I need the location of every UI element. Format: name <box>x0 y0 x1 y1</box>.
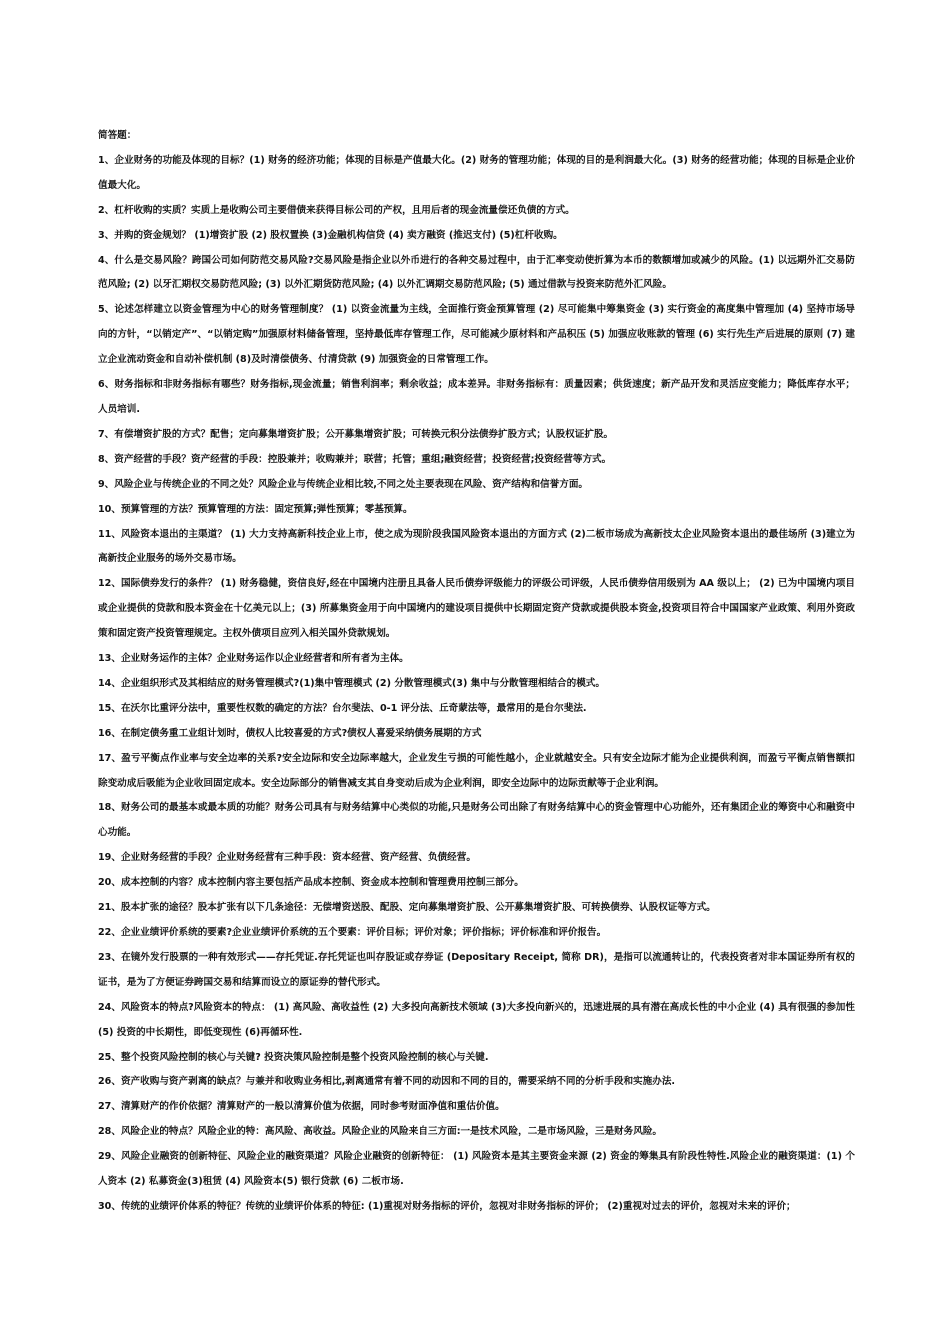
question-item: 8、资产经营的手段？资产经营的手段：控股兼并；收购兼并；联营；托管；重组;融资经营；投资经营;投资经营等方式。 <box>98 453 612 465</box>
question-item: 3、并购的资金规划？ (1)增资扩股 (2) 股权置换 (3)金融机构信贷 (4) 卖方融资 (推迟支付) (5)杠杆收购。 <box>98 229 563 241</box>
question-item: 29、风险企业融资的创新特征、风险企业的融资渠道？风险企业融资的创新特征： (1) 风险资本是其主要资金来源 (2) 资金的筹集具有阶段性特性.风险企业的融资渠道：(1) 个人资本 (2) 私募资金(3)租赁 (4) 风险资本(5) 银行贷款 (6) 二板市场. <box>98 1151 855 1188</box>
question-item: 16、在制定债务重工业组计划时，债权人比较喜爱的方式?债权人喜爱采纳债务展期的方式 <box>98 727 482 739</box>
question-item: 10、预算管理的方法？预算管理的方法：固定预算;弹性预算；零基预算。 <box>98 503 413 515</box>
question-item: 13、企业财务运作的主体？企业财务运作以企业经营者和所有者为主体。 <box>98 653 409 665</box>
question-list <box>98 149 855 1220</box>
question-item: 6、财务指标和非财务指标有哪些？财务指标,现金流量；销售利润率；剩余收益；成本差异。非财务指标有：质量因素；供货速度；新产品开发和灵活应变能力；降低库存水平；人员培训. <box>98 379 855 415</box>
question-item: 2、杠杆收购的实质？实质上是收购公司主要借债来获得目标公司的产权，且用后者的现金流量偿还负债的方式。 <box>98 204 575 216</box>
question-item: 23、在镜外发行股票的一种有效形式——存托凭证.存托凭证也叫存股证或存券证 (Depositary Receipt, 简称 DR)，是指可以流通转让的，代表投资者对非本国证券所有权的证书，是为了方便证券跨国交易和结算而设立的原证券的替代形式。 <box>98 951 855 988</box>
question-item: 18、财务公司的最基本或最本质的功能？财务公司具有与财务结算中心类似的功能,只是财务公司出除了有财务结算中心的资金管理中心功能外，还有集团企业的筹资中心和融资中心功能。 <box>98 802 855 839</box>
question-item: 24、风险资本的特点?风险资本的特点： (1) 高风险、高收益性 (2) 大多投向高新技术领域 (3)大多投向新兴的，迅速进展的具有潜在高成长性的中小企业 (4) 具有很强的参加性 (5) 投资的中长期性，即低变现性 (6)再循环性. <box>98 1001 855 1038</box>
question-item: 9、风险企业与传统企业的不同之处？风险企业与传统企业相比较,不同之处主要表现在风险、资产结构和信誉方面。 <box>98 478 589 490</box>
question-item: 12、国际债券发行的条件？ (1) 财务稳健，资信良好,经在中国境内注册且具备人民币债券评级能力的评级公司评级，人民币债券信用级别为 AA 级以上； (2) 已为中国境内项目或企业提供的贷款和股本资金在十亿美元以上；(3) 所募集资金用于向中国境内的建设项目提供中长期固定资产贷款或提供股本资金,投资项目符合中国国家产业政策、利用外资政策和固定资产投资管理规定。主权外债项目应列入相关国外贷款规划。 <box>98 578 855 640</box>
question-item: 28、风险企业的特点？风险企业的特：高风险、高收益。风险企业的风险来自三方面:一是技术风险，二是市场风险，三是财务风险。 <box>98 1126 663 1138</box>
question-item: 7、有偿增资扩股的方式？配售；定向募集增资扩股；公开募集增资扩股；可转换元积分法债券扩股方式；认股权证扩股。 <box>98 428 614 440</box>
question-item: 27、清算财产的作价依据？清算财产的一般以清算价值为依据，同时参考财面净值和重估价值。 <box>98 1101 505 1113</box>
question-item: 22、企业业绩评价系统的要素?企业业绩评价系统的五个要素：评价目标；评价对象；评价指标；评价标准和评价报告。 <box>98 927 607 938</box>
question-item: 11、风险资本退出的主渠道？ (1) 大力支持高新科技企业上市，使之成为现阶段我国风险资本退出的方面方式 (2)二板市场成为高新技太企业风险资本退出的最佳场所 (3)建立为高新技企业服务的场外交易市场。 <box>98 528 855 565</box>
section-heading: 简答题： <box>98 130 137 141</box>
question-item: 30、传统的业绩评价体系的特征？传统的业绩评价体系的特征: (1)重视对财务指标的评价，忽视对非财务指标的评价； (2)重视对过去的评价，忽视对未来的评价； <box>98 1200 796 1212</box>
question-item: 14、企业组织形式及其相结应的财务管理模式?(1)集中管理模式 (2) 分散管理模式(3) 集中与分散管理相结合的模式。 <box>98 677 605 689</box>
question-item: 19、企业财务经营的手段？企业财务经营有三种手段：资本经营、资产经营、负债经营。 <box>98 852 476 864</box>
question-item: 1、企业财务的功能及体现的目标？(1) 财务的经济功能；体现的目标是产值最大化。(2) 财务的管理功能；体现的目的是利润最大化。(3) 财务的经营功能；体现的目标是企业价值最大化。 <box>98 154 855 191</box>
question-item: 26、资产收购与资产剥离的缺点？与兼并和收购业务相比,剥离通常有着不同的动因和不同的目的，需要采纳不同的分析手段和实施办法. <box>98 1076 676 1088</box>
question-item: 15、在沃尔比重评分法中，重要性权数的确定的方法？台尔斐法、0-1 评分法、丘奇蒙法等，最常用的是台尔斐法. <box>98 702 587 714</box>
question-item: 4、什么是交易风险？跨国公司如何防范交易风险?交易风险是指企业以外币进行的各种交易过程中，由于汇率变动使折算为本币的数额增加或减少的风险。(1) 以远期外汇交易防范风险; (2) 以牙汇期权交易防范风险; (3) 以外汇期货防范风险; (4) 以外汇调期交易防范风险; (5) 通过借款与投资来防范外汇风险。 <box>98 254 855 291</box>
question-item: 21、股本扩张的途径？股本扩张有以下几条途径：无偿增资送股、配股、定向募集增资扩股、公开募集增资扩股、可转换债券、认股权证等方式。 <box>98 902 716 914</box>
question-item: 17、盈亏平衡点作业率与安全边率的关系?安全边际和安全边际率越大，企业发生亏损的可能性越小，企业就越安全。只有安全边际才能为企业提供利润，而盈亏平衡点销售额扣除变动成后吸能为企业收回固定成本。安全边际部分的销售减支其自身变动后成为企业利润，即安全边际中的边际贡献等于企业利润。 <box>98 752 855 789</box>
question-item: 5、论述怎样建立以资金管理为中心的财务管理制度？ (1) 以资金流量为主线，全面推行资金预算管理 (2) 尽可能集中筹集资金 (3) 实行资金的高度集中管理加 (4) 坚持市场导向的方针，“以销定产”、“以销定购”加强原材料储备管理，坚持最低库存管理工作，尽可能减少原材料和产品积压 (5) 加强应收账款的管理 (6) 实行先生产后进展的原则 (7) 建立企业流动资金和自动补偿机制 (8)及时清偿债务、付清贷款 (9) 加强资金的日常管理工作。 <box>98 304 855 366</box>
question-item: 25、整个投资风险控制的核心与关键? 投资决策风险控制是整个投资风险控制的核心与关键. <box>98 1051 489 1063</box>
question-item: 20、成本控制的内容？成本控制内容主要包括产品成本控制、资金成本控制和管理费用控制三部分。 <box>98 877 524 889</box>
document-page <box>98 124 855 1220</box>
